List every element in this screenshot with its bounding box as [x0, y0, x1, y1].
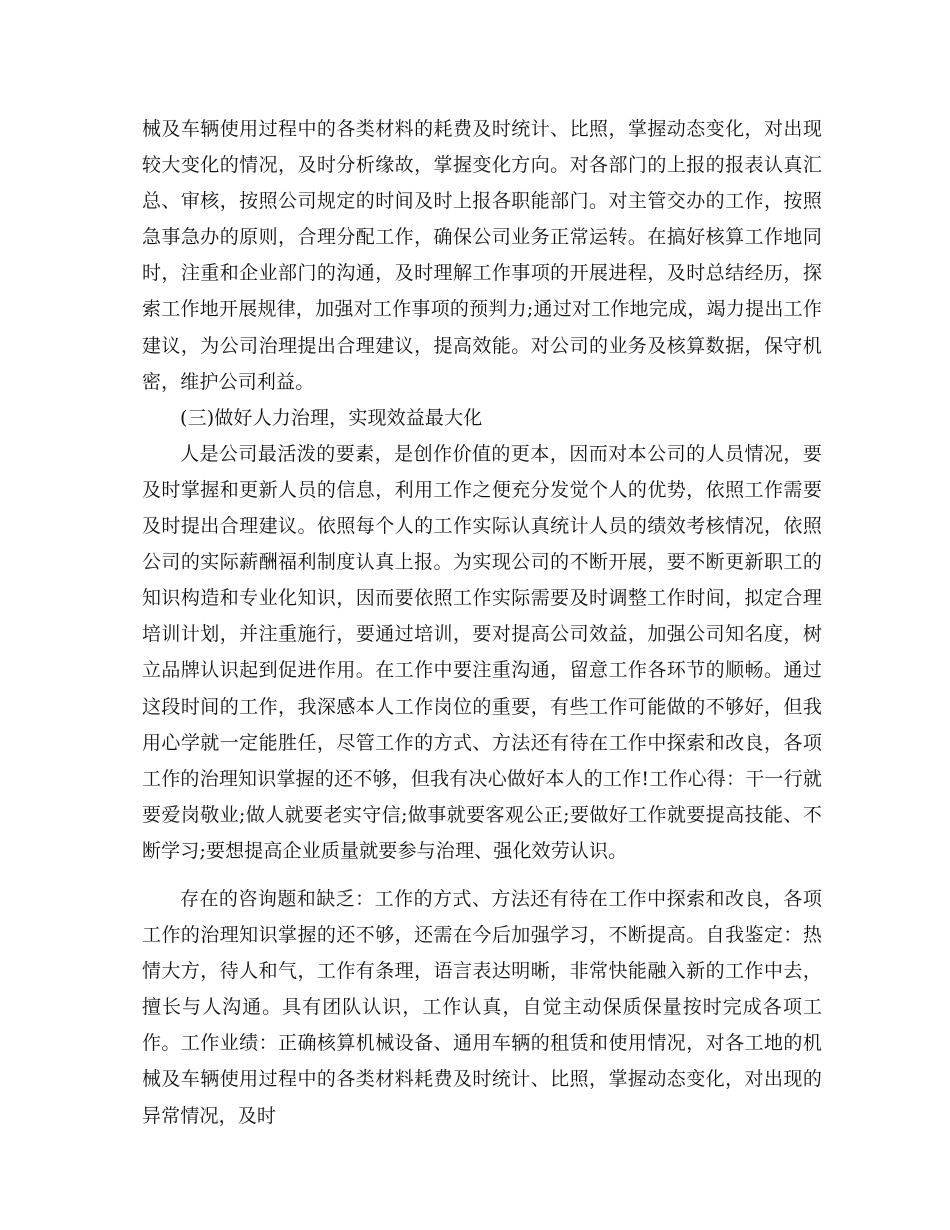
section-heading-human-resources: (三)做好人力治理，实现效益最大化 [180, 406, 483, 429]
document-body [142, 111, 822, 1134]
paragraph-human-resources: 人是公司最活泼的要素，是创作价值的更本，因而对本公司的人员情况，要及时掌握和更新人员的信息，利用工作之便充分发觉个人的优势，依照工作需要及时提出合理建议。依照每个人的工作实际认真统计人员的绩效考核情况，依照公司的实际薪酬福利制度认真上报。为实现公司的不断开展，要不断更新职工的知识构造和专业化知识，因而要依照工作实际需要及时调整工作时间，拟定合理培训计划，并注重施行，要通过培训，要对提高公司效益，加强公司知名度，树立品牌认识起到促进作用。在工作中要注重沟通，留意工作各环节的顺畅。通过这段时间的工作，我深感本人工作岗位的重要，有些工作可能做的不够好，但我用心学就一定能胜任，尽管工作的方式、方法还有待在工作中探索和改良，各项工作的治理知识掌握的还不够，但我有决心做好本人的工作!工作心得：干一行就要爱岗敬业;做人就要老实守信;做事就要客观公正;要做好工作就要提高技能、不断学习;要想提高企业质量就要参与治理、强化效劳认识。 [142, 442, 822, 862]
paragraph-materials-accounting: 械及车辆使用过程中的各类材料的耗费及时统计、比照，掌握动态变化，对出现较大变化的情况，及时分析缘故，掌握变化方向。对各部门的上报的报表认真汇总、审核，按照公司规定的时间及时上报各职能部门。对主管交办的工作，按照急事急办的原则，合理分配工作，确保公司业务正常运转。在搞好核算工作地同时，注重和企业部门的沟通，及时理解工作事项的开展进程，及时总结经历，探索工作地开展规律，加强对工作事项的预判力;通过对工作地完成，竭力提出工作建议，为公司治理提出合理建议，提高效能。对公司的业务及核算数据，保守机密，维护公司利益。 [142, 118, 822, 393]
paragraph-problems-and-self-assessment: 存在的咨询题和缺乏：工作的方式、方法还有待在工作中探索和改良，各项工作的治理知识掌握的还不够，还需在今后加强学习，不断提高。自我鉴定：热情大方，待人和气，工作有条理，语言表达明晰，非常快能融入新的工作中去，擅长与人沟通。具有团队认识，工作认真，自觉主动保质保量按时完成各项工作。工作业绩：正确核算机械设备、通用车辆的租赁和使用情况，对各工地的机械及车辆使用过程中的各类材料耗费及时统计、比照，掌握动态变化，对出现的异常情况，及时 [142, 887, 822, 1127]
